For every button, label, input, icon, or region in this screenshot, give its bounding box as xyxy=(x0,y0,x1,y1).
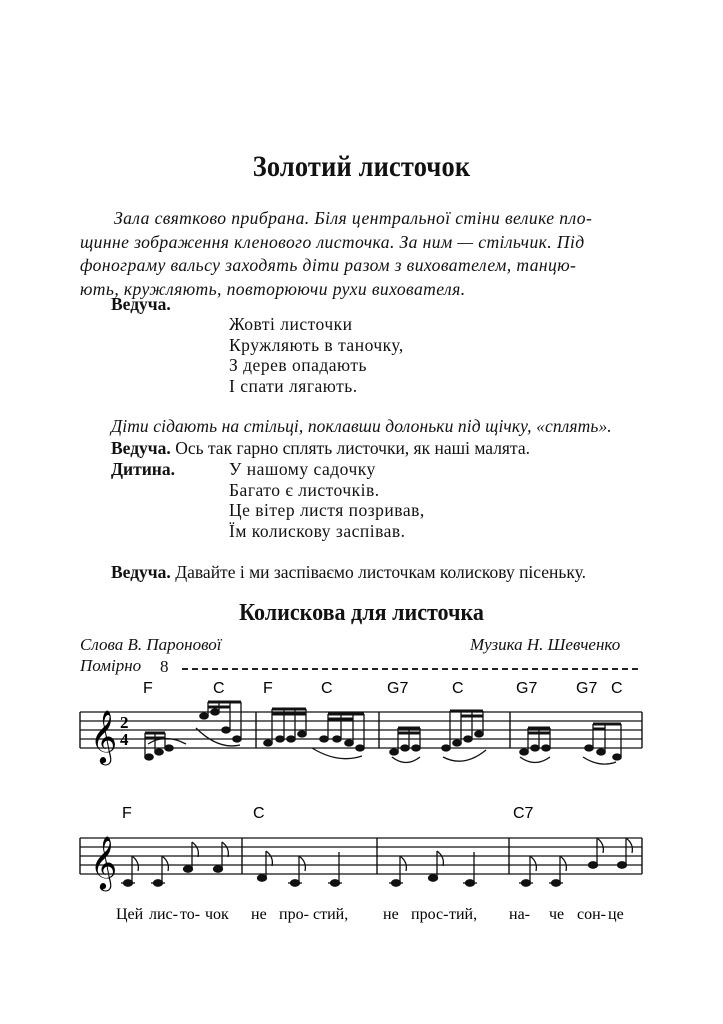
chord-symbol: C xyxy=(452,680,464,697)
lyrics-row xyxy=(116,906,624,923)
lyric-syllable: то- xyxy=(180,906,201,923)
verse-line: Жовті листочки xyxy=(229,314,353,334)
lead-line-3-text: Давайте і ми заспіваємо листочкам колискову пісеньку. xyxy=(175,562,587,582)
verse-line: Це вітер листя позривав, xyxy=(229,500,425,520)
chord-symbol: C xyxy=(253,805,265,822)
staff-system-2 xyxy=(0,800,723,930)
intro-paragraph xyxy=(80,207,645,301)
lyric-syllable: не xyxy=(251,906,267,923)
lead-line-2-text: Ось так гарно сплять листочки, як наші малята. xyxy=(175,438,530,458)
ottava-marking: 8 xyxy=(160,657,169,676)
treble-clef-icon: 𝄞 xyxy=(90,835,118,889)
chord-symbol: C xyxy=(213,680,225,697)
verse-child xyxy=(229,459,425,541)
lyric-syllable: не xyxy=(383,906,399,923)
time-signature-top: 2 xyxy=(120,713,129,732)
intro-line: щинне зображення кленового листочка. За ним — стільчик. Під xyxy=(80,231,585,252)
speaker-child: Дитина. xyxy=(111,459,176,479)
lead-line-2 xyxy=(111,438,530,459)
words-credit: Слова В. Паронової xyxy=(80,635,222,654)
speaker-lead-3: Ведуча. xyxy=(111,562,171,582)
lyric-syllable: лис- xyxy=(149,906,178,923)
lyric-syllable: стий, xyxy=(313,906,349,923)
lyric-syllable: прос- xyxy=(411,906,449,923)
chord-symbol: C xyxy=(611,680,623,697)
page-title: Золотий листочок xyxy=(252,150,471,183)
intro-line: фонограму вальсу заходять діти разом з вихователем, танцю- xyxy=(80,255,577,275)
chord-symbol: G7 xyxy=(387,680,409,697)
song-title: Колискова для листочка xyxy=(239,600,484,626)
lyric-syllable: тий, xyxy=(449,906,478,923)
lyric-syllable: Цей xyxy=(116,906,144,923)
chord-symbol: F xyxy=(263,680,273,697)
melody-notes-1 xyxy=(145,702,621,764)
intro-line: Зала святково прибрана. Біля центральної стіни велике пло- xyxy=(114,208,593,228)
chord-symbol: G7 xyxy=(516,680,538,697)
staff-system-1 xyxy=(0,672,723,772)
music-credit: Музика Н. Шевченко xyxy=(470,635,621,654)
lyric-syllable: чок xyxy=(205,906,229,923)
ottava-line xyxy=(182,668,638,670)
intro-line: ють, кружляють, повторюючи рухи вихователя. xyxy=(80,278,466,299)
chord-symbols-1 xyxy=(143,680,623,697)
speaker-lead-2: Ведуча. xyxy=(111,438,171,458)
lyric-syllable: сон- xyxy=(577,906,606,923)
verse-line: У нашому садочку xyxy=(229,459,376,479)
chord-symbol: C7 xyxy=(513,805,534,822)
verse-line: І спати лягають. xyxy=(229,375,358,396)
verse-line: Багато є листочків. xyxy=(229,479,380,500)
chord-symbols-2 xyxy=(122,805,534,822)
lead-line-3 xyxy=(111,562,586,583)
verse-line: Їм колискову заспівав. xyxy=(229,520,406,541)
verse-line: З дерев опадають xyxy=(229,355,367,375)
speaker-lead-1: Ведуча. xyxy=(111,294,171,314)
verse-line: Кружляють в таночку, xyxy=(229,334,404,355)
lyric-syllable: на- xyxy=(509,906,530,923)
staff-lines xyxy=(80,712,642,748)
lyric-syllable: че xyxy=(549,906,565,923)
note-head xyxy=(145,754,153,760)
tempo-marking: Помірно xyxy=(80,656,142,675)
lyric-syllable: про- xyxy=(279,906,309,923)
stage-direction: Діти сідають на стільці, поклавши долоньки під щічку, «сплять». xyxy=(111,416,612,436)
staff-lines xyxy=(80,838,642,874)
lyric-syllable: це xyxy=(608,906,624,923)
chord-symbol: C xyxy=(321,680,333,697)
chord-symbol: G7 xyxy=(576,680,598,697)
chord-symbol: F xyxy=(122,805,132,822)
time-signature-bottom: 4 xyxy=(120,730,129,749)
verse-lead xyxy=(229,314,404,396)
chord-symbol: F xyxy=(143,680,153,697)
treble-clef-icon: 𝄞 xyxy=(90,709,118,763)
